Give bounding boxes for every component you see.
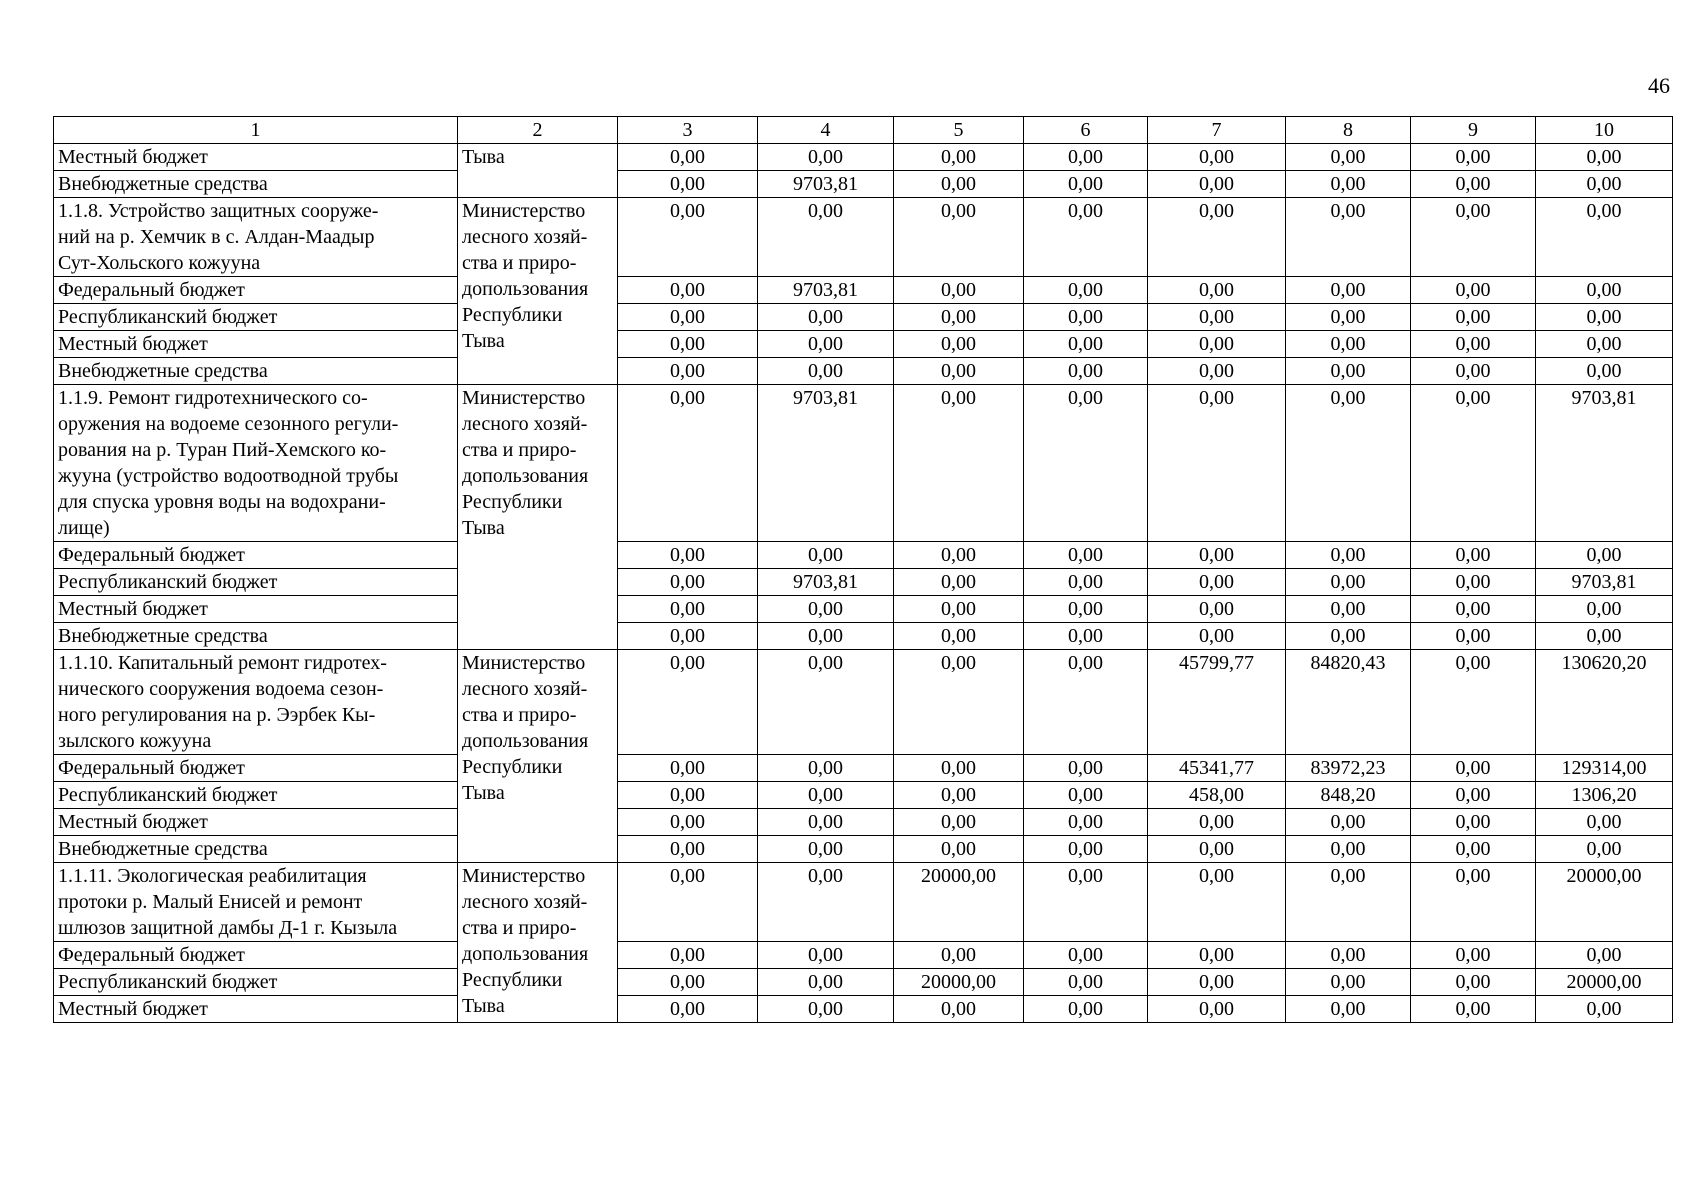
value-cell: 0,00 [758, 836, 894, 863]
value-cell: 0,00 [1411, 836, 1536, 863]
value-cell: 0,00 [1024, 782, 1148, 809]
value-cell: 0,00 [758, 304, 894, 331]
value-cell: 0,00 [758, 542, 894, 569]
table-row [54, 942, 1673, 969]
value-cell: 0,00 [1411, 144, 1536, 171]
table-row [54, 755, 1673, 782]
value-cell: 9703,81 [758, 385, 894, 542]
value-cell: 0,00 [1536, 542, 1673, 569]
value-cell: 0,00 [1024, 542, 1148, 569]
column-header: 10 [1536, 117, 1673, 144]
row-label: Внебюджетные средства [54, 358, 458, 385]
table-row [54, 331, 1673, 358]
value-cell: 0,00 [1536, 198, 1673, 277]
value-cell: 0,00 [1411, 385, 1536, 542]
value-cell: 0,00 [618, 171, 758, 198]
value-cell: 0,00 [894, 569, 1024, 596]
value-cell: 0,00 [1148, 144, 1286, 171]
value-cell: 0,00 [894, 755, 1024, 782]
table-row [54, 542, 1673, 569]
value-cell: 0,00 [1536, 623, 1673, 650]
value-cell: 0,00 [758, 198, 894, 277]
value-cell: 0,00 [1148, 863, 1286, 942]
value-cell: 0,00 [1536, 809, 1673, 836]
value-cell: 0,00 [1148, 809, 1286, 836]
value-cell: 0,00 [894, 809, 1024, 836]
value-cell: 0,00 [758, 809, 894, 836]
column-header: 8 [1286, 117, 1411, 144]
executor-cell: Министерство лесного хозяй- ства и приро- допользования Республики Тыва [458, 198, 618, 385]
value-cell: 0,00 [894, 782, 1024, 809]
value-cell: 0,00 [1536, 358, 1673, 385]
table-row [54, 809, 1673, 836]
value-cell: 0,00 [1536, 144, 1673, 171]
value-cell: 0,00 [1411, 650, 1536, 755]
column-header: 1 [54, 117, 458, 144]
row-label: Внебюджетные средства [54, 171, 458, 198]
row-label: Федеральный бюджет [54, 942, 458, 969]
value-cell: 0,00 [1536, 836, 1673, 863]
row-label: Республиканский бюджет [54, 569, 458, 596]
value-cell: 0,00 [758, 596, 894, 623]
value-cell: 0,00 [1286, 969, 1411, 996]
value-cell: 0,00 [1536, 942, 1673, 969]
value-cell: 83972,23 [1286, 755, 1411, 782]
value-cell: 45341,77 [1148, 755, 1286, 782]
value-cell: 0,00 [1148, 385, 1286, 542]
value-cell: 9703,81 [1536, 569, 1673, 596]
value-cell: 0,00 [618, 996, 758, 1023]
value-cell: 0,00 [1024, 942, 1148, 969]
value-cell: 0,00 [758, 942, 894, 969]
value-cell: 0,00 [1024, 277, 1148, 304]
table-row [54, 144, 1673, 171]
value-cell: 0,00 [618, 277, 758, 304]
value-cell: 0,00 [894, 304, 1024, 331]
row-label: 1.1.10. Капитальный ремонт гидротех- нического сооружения водоема сезон- ного регулирования на р. Ээрбек Кы- зылского кожууна [54, 650, 458, 755]
value-cell: 0,00 [618, 969, 758, 996]
value-cell: 0,00 [618, 358, 758, 385]
value-cell: 0,00 [1148, 358, 1286, 385]
value-cell: 0,00 [1536, 596, 1673, 623]
value-cell: 0,00 [1411, 782, 1536, 809]
value-cell: 0,00 [1411, 304, 1536, 331]
value-cell: 0,00 [1411, 755, 1536, 782]
value-cell: 0,00 [618, 198, 758, 277]
value-cell: 0,00 [1286, 331, 1411, 358]
value-cell: 0,00 [894, 542, 1024, 569]
value-cell: 0,00 [1411, 569, 1536, 596]
value-cell: 0,00 [1148, 198, 1286, 277]
value-cell: 0,00 [1536, 996, 1673, 1023]
value-cell: 0,00 [1148, 623, 1286, 650]
value-cell: 0,00 [1411, 623, 1536, 650]
value-cell: 9703,81 [758, 277, 894, 304]
value-cell: 848,20 [1286, 782, 1411, 809]
value-cell: 84820,43 [1286, 650, 1411, 755]
row-label: Внебюджетные средства [54, 623, 458, 650]
value-cell: 0,00 [1148, 969, 1286, 996]
value-cell: 20000,00 [894, 969, 1024, 996]
table-row [54, 569, 1673, 596]
value-cell: 0,00 [894, 385, 1024, 542]
value-cell: 0,00 [1024, 996, 1148, 1023]
value-cell: 0,00 [618, 782, 758, 809]
value-cell: 0,00 [618, 385, 758, 542]
value-cell: 0,00 [894, 144, 1024, 171]
executor-cell: Министерство лесного хозяй- ства и приро- допользования Республики Тыва [458, 385, 618, 650]
table-row [54, 623, 1673, 650]
value-cell: 0,00 [618, 144, 758, 171]
value-cell: 0,00 [618, 542, 758, 569]
value-cell: 0,00 [1024, 304, 1148, 331]
value-cell: 0,00 [1411, 996, 1536, 1023]
table-row [54, 277, 1673, 304]
value-cell: 0,00 [1148, 596, 1286, 623]
value-cell: 0,00 [894, 836, 1024, 863]
value-cell: 129314,00 [1536, 755, 1673, 782]
value-cell: 20000,00 [1536, 969, 1673, 996]
value-cell: 0,00 [1286, 304, 1411, 331]
value-cell: 0,00 [1024, 755, 1148, 782]
table-row [54, 969, 1673, 996]
value-cell: 0,00 [894, 623, 1024, 650]
value-cell: 9703,81 [758, 171, 894, 198]
value-cell: 0,00 [1411, 809, 1536, 836]
value-cell: 0,00 [1024, 863, 1148, 942]
budget-table [53, 116, 1673, 1023]
executor-cell: Министерство лесного хозяй- ства и приро- допользования Республики Тыва [458, 863, 618, 1023]
value-cell: 0,00 [618, 863, 758, 942]
value-cell: 0,00 [1411, 942, 1536, 969]
table-row [54, 385, 1673, 542]
value-cell: 0,00 [1148, 277, 1286, 304]
value-cell: 0,00 [1024, 358, 1148, 385]
value-cell: 0,00 [1286, 144, 1411, 171]
column-header: 9 [1411, 117, 1536, 144]
value-cell: 0,00 [1024, 385, 1148, 542]
row-label: Местный бюджет [54, 809, 458, 836]
table-row [54, 782, 1673, 809]
executor-cell: Тыва [458, 144, 618, 198]
value-cell: 0,00 [1024, 596, 1148, 623]
value-cell: 0,00 [1148, 331, 1286, 358]
value-cell: 0,00 [618, 623, 758, 650]
table-row [54, 198, 1673, 277]
value-cell: 0,00 [1024, 836, 1148, 863]
value-cell: 0,00 [894, 171, 1024, 198]
value-cell: 0,00 [1286, 596, 1411, 623]
value-cell: 0,00 [1536, 304, 1673, 331]
value-cell: 0,00 [618, 809, 758, 836]
column-header: 5 [894, 117, 1024, 144]
value-cell: 0,00 [1024, 650, 1148, 755]
value-cell: 0,00 [894, 596, 1024, 623]
row-label: Внебюджетные средства [54, 836, 458, 863]
row-label: Федеральный бюджет [54, 277, 458, 304]
value-cell: 0,00 [618, 755, 758, 782]
value-cell: 0,00 [618, 331, 758, 358]
value-cell: 0,00 [1411, 969, 1536, 996]
row-label: Федеральный бюджет [54, 755, 458, 782]
value-cell: 0,00 [1286, 863, 1411, 942]
value-cell: 0,00 [1286, 385, 1411, 542]
row-label: 1.1.11. Экологическая реабилитация протоки р. Малый Енисей и ремонт шлюзов защитной дамбы Д-1 г. Кызыла [54, 863, 458, 942]
value-cell: 130620,20 [1536, 650, 1673, 755]
value-cell: 0,00 [758, 331, 894, 358]
value-cell: 0,00 [1536, 171, 1673, 198]
table-row [54, 863, 1673, 942]
value-cell: 0,00 [894, 942, 1024, 969]
row-label: 1.1.8. Устройство защитных сооруже- ний на р. Хемчик в с. Алдан-Маадыр Сут-Хольского кожууна [54, 198, 458, 277]
value-cell: 0,00 [1411, 277, 1536, 304]
value-cell: 0,00 [1411, 331, 1536, 358]
value-cell: 0,00 [1536, 277, 1673, 304]
value-cell: 9703,81 [758, 569, 894, 596]
value-cell: 0,00 [1286, 542, 1411, 569]
value-cell: 0,00 [758, 650, 894, 755]
row-label: Местный бюджет [54, 144, 458, 171]
value-cell: 0,00 [1024, 623, 1148, 650]
row-label: Федеральный бюджет [54, 542, 458, 569]
executor-cell: Министерство лесного хозяй- ства и приро- допользования Республики Тыва [458, 650, 618, 863]
value-cell: 0,00 [1286, 942, 1411, 969]
value-cell: 0,00 [1148, 171, 1286, 198]
value-cell: 0,00 [1411, 542, 1536, 569]
value-cell: 0,00 [618, 836, 758, 863]
page-number: 46 [1648, 73, 1670, 98]
row-label: 1.1.9. Ремонт гидротехнического со- оружения на водоеме сезонного регули- рования на р. Туран Пий-Хемского ко- жууна (устройство водоотводной трубы для спуска уровня воды на водохрани- лище) [54, 385, 458, 542]
table-row [54, 358, 1673, 385]
value-cell: 0,00 [1024, 569, 1148, 596]
value-cell: 0,00 [618, 304, 758, 331]
table-row [54, 836, 1673, 863]
value-cell: 0,00 [1024, 144, 1148, 171]
value-cell: 0,00 [618, 596, 758, 623]
value-cell: 458,00 [1148, 782, 1286, 809]
value-cell: 0,00 [1286, 198, 1411, 277]
value-cell: 0,00 [1148, 304, 1286, 331]
value-cell: 0,00 [758, 144, 894, 171]
column-header: 2 [458, 117, 618, 144]
value-cell: 0,00 [1024, 969, 1148, 996]
value-cell: 0,00 [894, 358, 1024, 385]
value-cell: 20000,00 [894, 863, 1024, 942]
row-label: Республиканский бюджет [54, 782, 458, 809]
value-cell: 45799,77 [1148, 650, 1286, 755]
value-cell: 0,00 [1286, 623, 1411, 650]
value-cell: 0,00 [1286, 569, 1411, 596]
value-cell: 0,00 [1411, 358, 1536, 385]
value-cell: 0,00 [894, 650, 1024, 755]
value-cell: 0,00 [1148, 836, 1286, 863]
row-label: Местный бюджет [54, 996, 458, 1023]
value-cell: 0,00 [758, 996, 894, 1023]
value-cell: 0,00 [894, 198, 1024, 277]
value-cell: 0,00 [618, 650, 758, 755]
value-cell: 0,00 [1148, 542, 1286, 569]
table-body [54, 117, 1673, 1023]
value-cell: 0,00 [1024, 198, 1148, 277]
value-cell: 0,00 [1024, 171, 1148, 198]
value-cell: 0,00 [1411, 863, 1536, 942]
value-cell: 0,00 [1148, 996, 1286, 1023]
value-cell: 0,00 [1411, 198, 1536, 277]
header-row [54, 117, 1673, 144]
value-cell: 20000,00 [1536, 863, 1673, 942]
value-cell: 0,00 [758, 358, 894, 385]
value-cell: 0,00 [1286, 358, 1411, 385]
column-header: 7 [1148, 117, 1286, 144]
row-label: Местный бюджет [54, 331, 458, 358]
value-cell: 0,00 [758, 623, 894, 650]
value-cell: 0,00 [758, 863, 894, 942]
value-cell: 0,00 [1286, 996, 1411, 1023]
value-cell: 0,00 [894, 277, 1024, 304]
table-row [54, 996, 1673, 1023]
column-header: 6 [1024, 117, 1148, 144]
value-cell: 0,00 [1024, 809, 1148, 836]
row-label: Местный бюджет [54, 596, 458, 623]
value-cell: 0,00 [1536, 331, 1673, 358]
value-cell: 0,00 [1148, 942, 1286, 969]
value-cell: 9703,81 [1536, 385, 1673, 542]
value-cell: 0,00 [758, 755, 894, 782]
row-label: Республиканский бюджет [54, 969, 458, 996]
value-cell: 0,00 [1286, 277, 1411, 304]
value-cell: 0,00 [1286, 809, 1411, 836]
value-cell: 1306,20 [1536, 782, 1673, 809]
value-cell: 0,00 [1411, 596, 1536, 623]
table-row [54, 171, 1673, 198]
value-cell: 0,00 [894, 331, 1024, 358]
value-cell: 0,00 [618, 942, 758, 969]
value-cell: 0,00 [1148, 569, 1286, 596]
table-row [54, 596, 1673, 623]
row-label: Республиканский бюджет [54, 304, 458, 331]
column-header: 4 [758, 117, 894, 144]
value-cell: 0,00 [1024, 331, 1148, 358]
value-cell: 0,00 [1286, 171, 1411, 198]
value-cell: 0,00 [758, 782, 894, 809]
value-cell: 0,00 [1411, 171, 1536, 198]
value-cell: 0,00 [894, 996, 1024, 1023]
table-row [54, 304, 1673, 331]
column-header: 3 [618, 117, 758, 144]
value-cell: 0,00 [758, 969, 894, 996]
value-cell: 0,00 [1286, 836, 1411, 863]
table-row [54, 650, 1673, 755]
value-cell: 0,00 [618, 569, 758, 596]
